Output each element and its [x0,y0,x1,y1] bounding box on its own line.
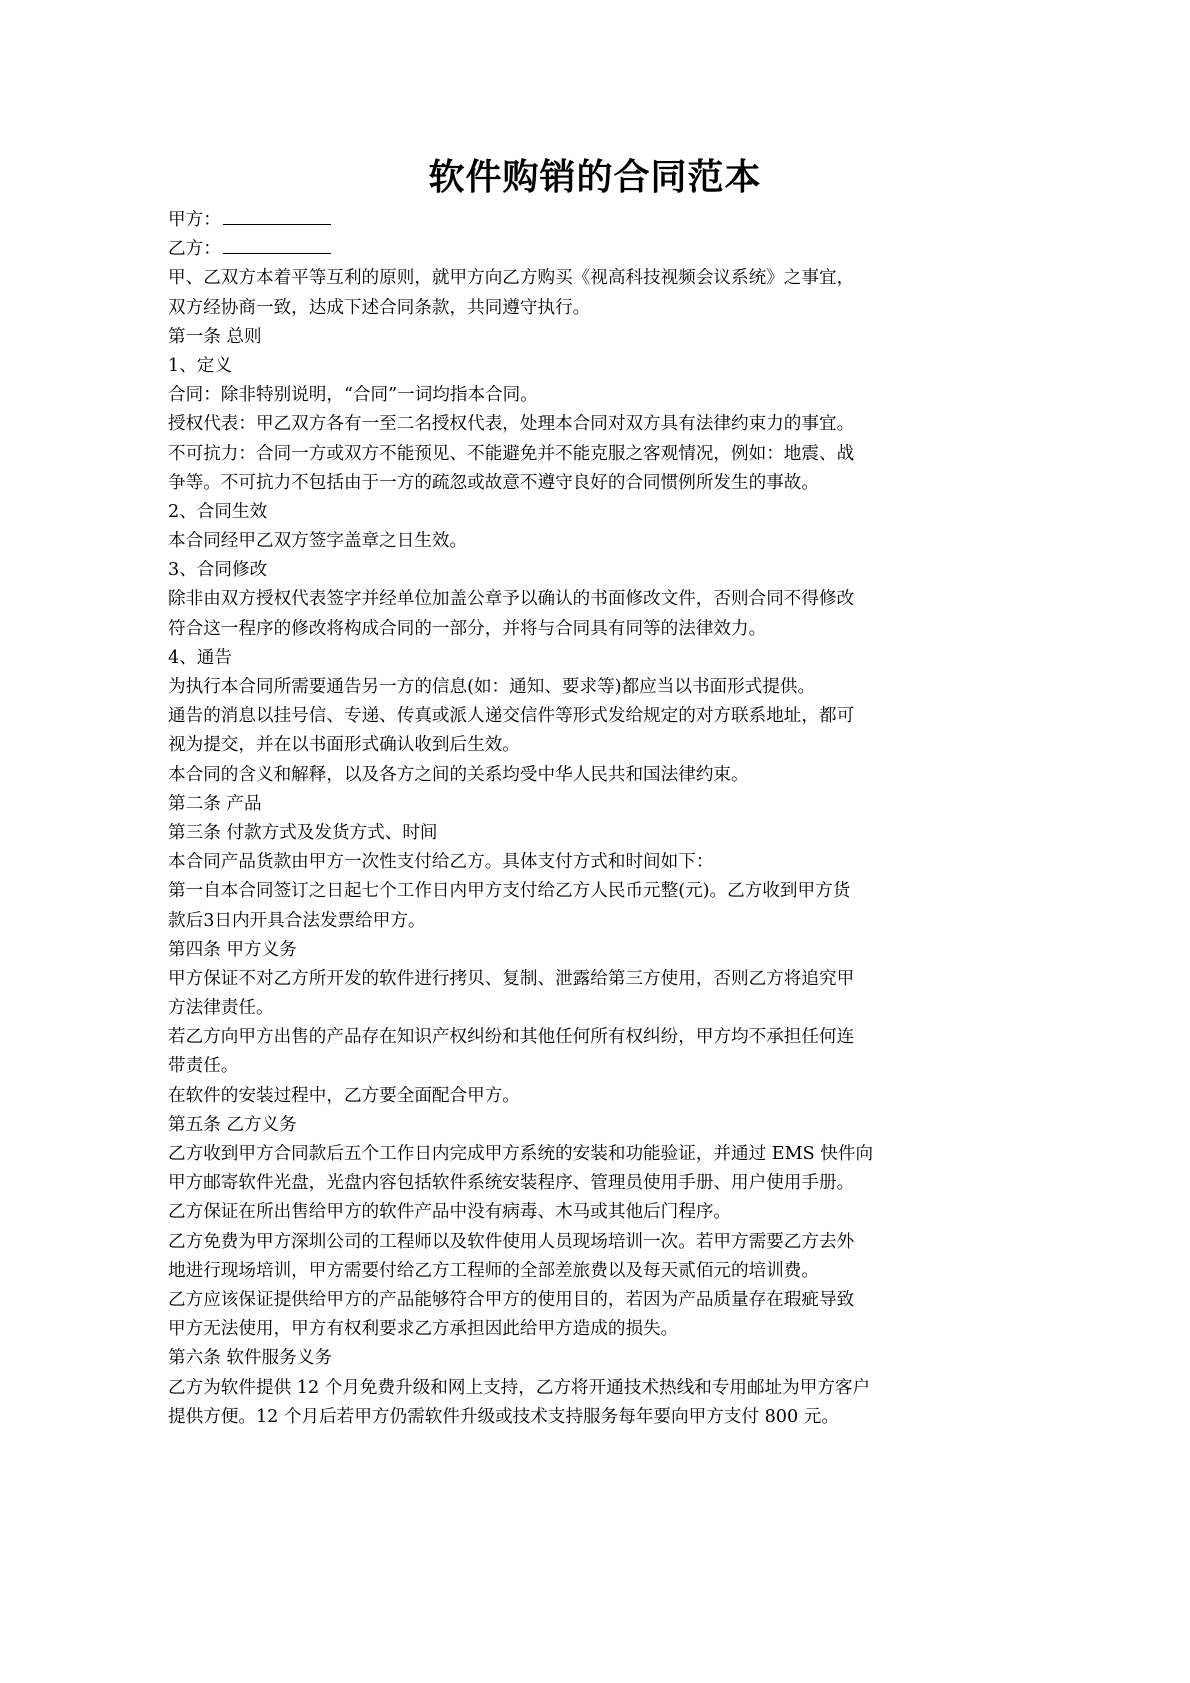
party-b-duty-line-7: 甲方无法使用，甲方有权利要求乙方承担因此给甲方造成的损失。 [168,1319,679,1340]
party-a-duty-line-1: 甲方保证不对乙方所开发的软件进行拷贝、复制、泄露给第三方使用，否则乙方将追究甲 [168,968,855,989]
payment-line-1: 本合同产品货款由甲方一次性支付给乙方。具体支付方式和时间如下： [168,852,714,873]
preamble-line-1: 甲、乙双方本着平等互利的原则，就甲方向乙方购买《视高科技视频会议系统》之事宜， [168,268,855,289]
party-a-duty-line-3: 若乙方向甲方出售的产品存在知识产权纠纷和其他任何所有权纠纷，甲方均不承担任何连 [168,1027,855,1048]
modification-line-2: 符合这一程序的修改将构成合同的一部分，并将与合同具有同等的法律效力。 [168,618,767,639]
effectiveness-text: 本合同经甲乙双方签字盖章之日生效。 [168,531,468,552]
article-4-heading: 第四条 甲方义务 [168,939,297,960]
party-b-label: 乙方： [168,239,221,260]
modification-line-1: 除非由双方授权代表签字并经单位加盖公章予以确认的书面修改文件，否则合同不得修改 [168,589,855,610]
party-b-duty-line-6: 乙方应该保证提供给甲方的产品能够符合甲方的使用目的，若因为产品质量存在瑕疵导致 [168,1289,855,1310]
party-a-label: 甲方： [168,210,221,230]
party-a-line [168,206,950,235]
notice-line-3: 视为提交，并在以书面形式确认收到后生效。 [168,735,520,756]
party-a-duty-line-2: 方法律责任。 [168,998,274,1019]
article-6-heading: 第六条 软件服务义务 [168,1348,332,1369]
payment-line-2: 第一自本合同签订之日起七个工作日内甲方支付给乙方人民币元整(元)。乙方收到甲方货 [168,881,851,902]
party-b-duty-line-4: 乙方免费为甲方深圳公司的工程师以及软件使用人员现场培训一次。若甲方需要乙方去外 [168,1231,855,1252]
party-b-duty-line-3: 乙方保证在所出售给甲方的软件产品中没有病毒、木马或其他后门程序。 [168,1202,732,1223]
party-a-blank [223,206,331,225]
article-2-heading: 第二条 产品 [168,793,262,814]
notice-line-1: 为执行本合同所需要通告另一方的信息(如：通知、要求等)都应当以书面形式提供。 [168,677,816,697]
service-line-2: 提供方便。12 个月后若甲方仍需软件升级或技术支持服务每年要向甲方支付 800 元。 [168,1406,839,1427]
section-1-1-heading: 1、定义 [168,355,232,376]
definition-force-majeure-line-2: 争等。不可抗力不包括由于一方的疏忽或故意不遵守良好的合同惯例所发生的事故。 [168,472,819,493]
definition-contract: 合同：除非特别说明，“合同”一词均指本合同。 [168,385,538,406]
service-line-1: 乙方为软件提供 12 个月免费升级和网上支持，乙方将开通技术热线和专用邮址为甲方客户 [168,1377,871,1398]
party-b-duty-line-2: 甲方邮寄软件光盘，光盘内容包括软件系统安装程序、管理员使用手册、用户使用手册。 [168,1173,855,1194]
party-b-duty-line-1: 乙方收到甲方合同款后五个工作日内完成甲方系统的安装和功能验证，并通过 EMS 快件向 [168,1144,874,1164]
definition-force-majeure-line-1: 不可抗力：合同一方或双方不能预见、不能避免并不能克服之客观情况，例如：地震、战 [168,443,855,464]
party-b-line [168,235,950,264]
preamble-line-2: 双方经协商一致，达成下述合同条款，共同遵守执行。 [168,297,591,318]
document-body [168,206,950,1432]
article-3-heading: 第三条 付款方式及发货方式、时间 [168,822,438,843]
document-title: 软件购销的合同范本 [428,157,762,198]
definition-authorized-rep: 授权代表：甲乙双方各有一至二名授权代表，处理本合同对双方具有法律约束力的事宜。 [168,414,855,435]
notice-line-2: 通告的消息以挂号信、专递、传真或派人递交信件等形式发给规定的对方联系地址，都可 [168,706,855,727]
party-a-duty-line-5: 在软件的安装过程中，乙方要全面配合甲方。 [168,1085,520,1106]
governing-law: 本合同的含义和解释，以及各方之间的关系均受中华人民共和国法律约束。 [168,764,749,785]
article-5-heading: 第五条 乙方义务 [168,1114,297,1135]
section-1-4-heading: 4、通告 [168,647,232,668]
party-a-duty-line-4: 带责任。 [168,1056,239,1077]
section-1-2-heading: 2、合同生效 [168,501,268,522]
payment-line-3: 款后3日内开具合法发票给甲方。 [168,910,426,931]
party-b-blank [223,235,331,254]
section-1-3-heading: 3、合同修改 [168,560,268,581]
article-1-heading: 第一条 总则 [168,326,262,347]
party-b-duty-line-5: 地进行现场培训，甲方需要付给乙方工程师的全部差旅费以及每天贰佰元的培训费。 [168,1260,819,1281]
